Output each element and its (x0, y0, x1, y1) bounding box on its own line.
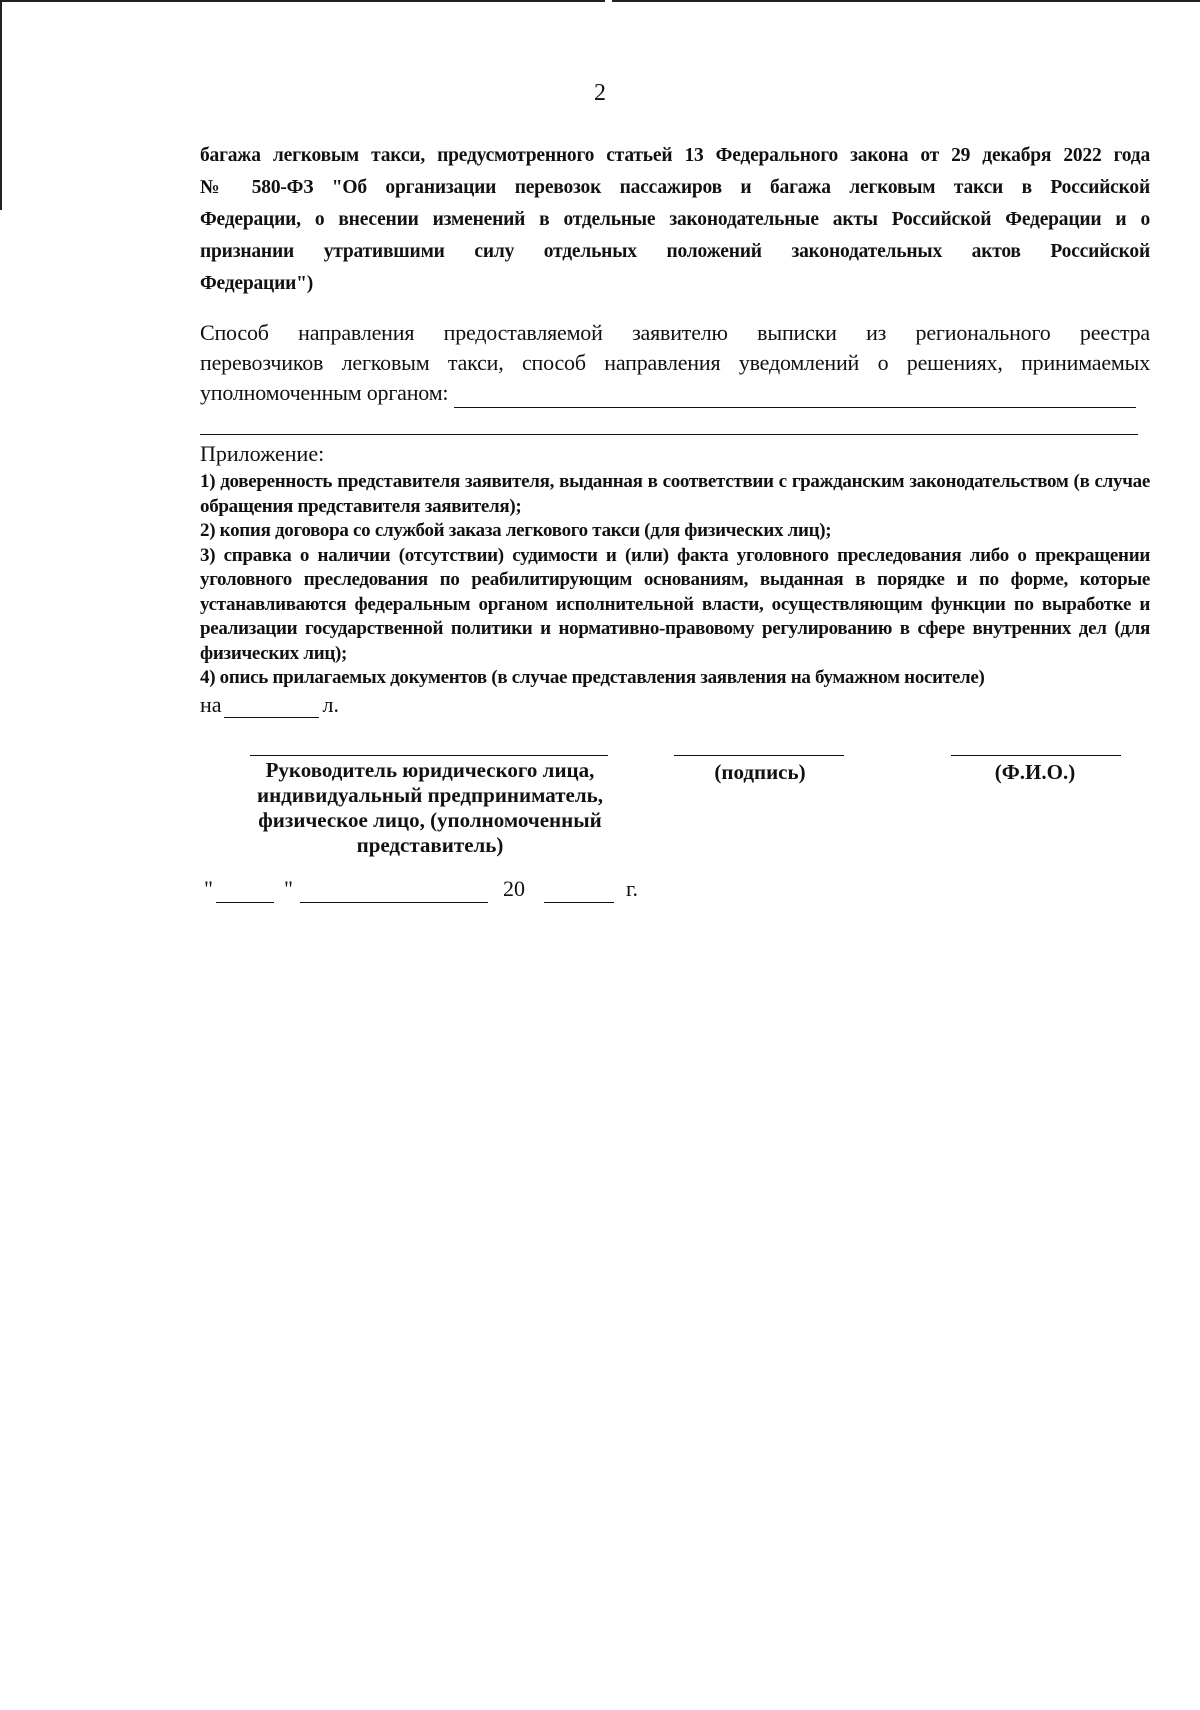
attachment-item: 3) справка о наличии (отсутствии) судимости и (или) факта уголовного преследования либо о прекращении уголовного преследования по реабилитирующим основаниям, выданная в порядке и по форме, которые устанавливаются федеральным органом исполнительной власти, осуществляющим функции по выработке и реализации государственной политики и нормативно-правовому регулированию в сфере внутренних дел (для физических лиц); (200, 544, 1150, 664)
sheets-prefix: на (200, 692, 222, 717)
year-field[interactable] (544, 902, 614, 903)
paragraph-line: признании утратившими силу отдельных положений законодательных актов Российской (200, 241, 1150, 262)
delivery-method-field-continuation[interactable] (200, 434, 1138, 435)
attachments-list (200, 470, 1150, 691)
date-open-quote: " (204, 876, 213, 901)
sheets-suffix: л. (322, 692, 340, 717)
attachment-item: 4) опись прилагаемых документов (в случае представления заявления на бумажном носителе) (200, 667, 985, 688)
head-name-line[interactable] (250, 755, 608, 756)
date-line (200, 876, 660, 906)
head-caption: Руководитель юридического лица, индивидуальный предприниматель, физическое лицо, (уполномоченный представитель) (256, 758, 604, 857)
paragraph-line: багажа легковым такси, предусмотренного статьей 13 Федерального закона от 29 декабря 2022 года (200, 145, 1150, 166)
attachments-heading: Приложение: (200, 441, 325, 466)
paragraph-line: № 580-ФЗ "Об организации перевозок пассажиров и багажа легковым такси в Российской (200, 177, 1150, 198)
page-number: 2 (594, 80, 606, 106)
signature-line[interactable] (674, 755, 844, 756)
year-suffix: г. (626, 876, 639, 901)
delivery-method-field[interactable] (454, 385, 1136, 408)
year-century: 20 (503, 876, 525, 901)
method-last-line (200, 378, 1150, 408)
paragraph-line: Федерации, о внесении изменений в отдельные законодательные акты Российской Федерации и о (200, 209, 1150, 230)
law-reference-paragraph (200, 140, 1150, 300)
scan-top-edge-left (0, 0, 605, 2)
method-line: Способ направления предоставляемой заявителю выписки из регионального реестра (200, 320, 1150, 345)
method-line: перевозчиков легковым такси, способ направления уведомлений о решениях, принимаемых (200, 350, 1150, 375)
sheet-count-field[interactable] (224, 697, 319, 718)
attachment-item: 1) доверенность представителя заявителя, выданная в соответствии с гражданским законодательством (в случае обращения представителя заявителя); (200, 471, 1150, 517)
full-name-line[interactable] (951, 755, 1121, 756)
date-close-quote: " (284, 876, 293, 901)
method-label: уполномоченным органом: (200, 380, 449, 405)
scan-top-edge-right (612, 0, 1200, 2)
month-field[interactable] (300, 902, 488, 903)
name-caption: (Ф.И.О.) (994, 760, 1076, 784)
paragraph-line: Федерации") (200, 273, 314, 294)
attachment-item: 2) копия договора со службой заказа легкового такси (для физических лиц); (200, 520, 832, 541)
delivery-method-section (200, 318, 1150, 408)
day-field[interactable] (216, 902, 274, 903)
signature-caption: (подпись) (714, 760, 806, 784)
sheet-count-line (200, 692, 339, 718)
